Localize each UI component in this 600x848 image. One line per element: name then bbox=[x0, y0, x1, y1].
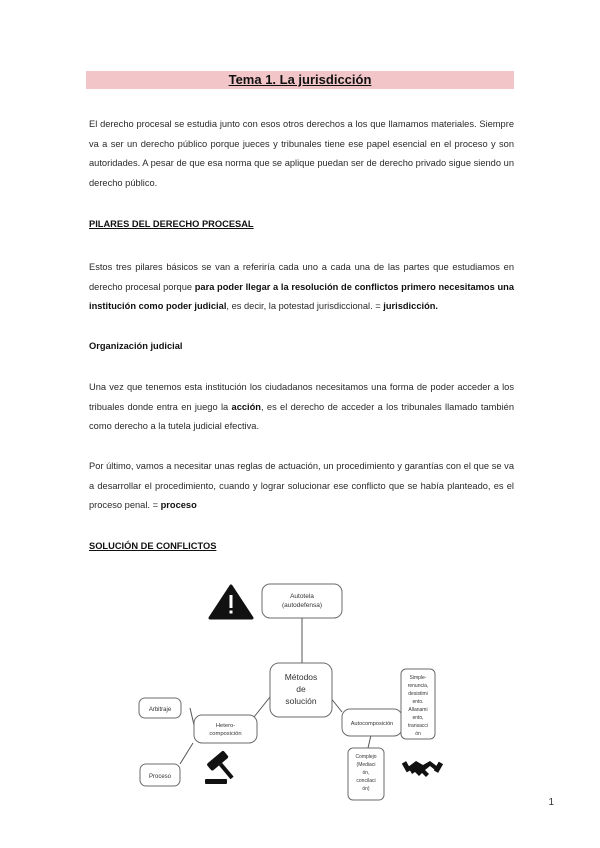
warning-icon bbox=[210, 586, 252, 618]
intro-paragraph: El derecho procesal se estudia junto con esos otros derechos a los que llamamos materiales. Siempre va a ser un derecho público porque jueces y tribunales tiene ese papel esencial en el proceso y son autoridades. A pesar de que esa norma que se aplique puedan ser de derecho privado sigue siendo un derecho público. bbox=[89, 119, 514, 188]
gavel-icon bbox=[205, 750, 241, 785]
section-heading-pilares: PILARES DEL DERECHO PROCESAL bbox=[89, 219, 254, 229]
simple-label-7: transacci bbox=[407, 723, 429, 729]
organizacion-label: Organización judicial bbox=[89, 341, 183, 351]
hetero-label-2: composición bbox=[209, 731, 242, 737]
arbitraje-label: Arbitraje bbox=[148, 707, 172, 713]
metodos-label-1: Métodos bbox=[284, 672, 318, 682]
autotutela-sublabel: (autodefensa) bbox=[281, 602, 323, 609]
title-banner bbox=[86, 71, 514, 89]
autotutela-label: Autotela bbox=[290, 593, 314, 600]
simple-label-1: Simple- bbox=[409, 675, 427, 681]
simple-label-4: ento. bbox=[412, 699, 424, 705]
solucion-diagram bbox=[130, 572, 450, 802]
autocomposicion-label: Autocomposición bbox=[350, 721, 394, 727]
simple-label-3: desistimi bbox=[408, 691, 428, 697]
page-title: Tema 1. La jurisdicción bbox=[228, 72, 372, 87]
page-number: 1 bbox=[548, 797, 554, 808]
complejo-label-4: concilaci bbox=[356, 778, 376, 784]
metodos-label-3: solución bbox=[285, 696, 317, 706]
complejo-label-1: Complejo bbox=[355, 754, 377, 760]
pilares-paragraph-2: Una vez que tenemos esta institución los ciudadanos necesitamos una forma de poder acceder a los tribuales donde entra en juego la acción, es el derecho de acceder a los tribunales llamado también como derecho a la tutela judicial efectiva. bbox=[89, 382, 514, 431]
pilares-paragraph-3: Por último, vamos a necesitar unas reglas de actuación, un procedimiento y garantías con el que se va a desarrollar el procedimiento, cuando y lograr solucionar ese conflicto que se había planteado, es el proceso penal. = proceso bbox=[89, 461, 514, 510]
complejo-label-3: ón, bbox=[362, 770, 370, 776]
complejo-label-5: ón) bbox=[362, 786, 370, 792]
hetero-label-1: Hetero- bbox=[215, 723, 236, 729]
handshake-icon bbox=[402, 761, 443, 777]
heterocomposicion-node bbox=[194, 715, 257, 743]
simple-label-6: ento, bbox=[412, 715, 424, 721]
metodos-label-2: de bbox=[296, 684, 306, 694]
autotutela-node bbox=[262, 584, 342, 618]
complejo-label-2: (Mediaci bbox=[356, 762, 376, 768]
proceso-label: Proceso bbox=[148, 774, 172, 780]
simple-label-5: Allanami bbox=[408, 707, 428, 713]
simple-label-8: ón bbox=[415, 731, 421, 737]
simple-label-2: renuncia, bbox=[407, 683, 429, 689]
section-heading-solucion: SOLUCIÓN DE CONFLICTOS bbox=[89, 541, 217, 551]
pilares-paragraph-1: Estos tres pilares básicos se van a referiría cada uno a cada una de las partes que estudiamos en derecho procesal porque para poder llegar a la resolución de conflictos primero necesitamos una institución como poder judicial, es decir, la potestad jurisdiccional. = jurisdicción. bbox=[89, 262, 514, 311]
